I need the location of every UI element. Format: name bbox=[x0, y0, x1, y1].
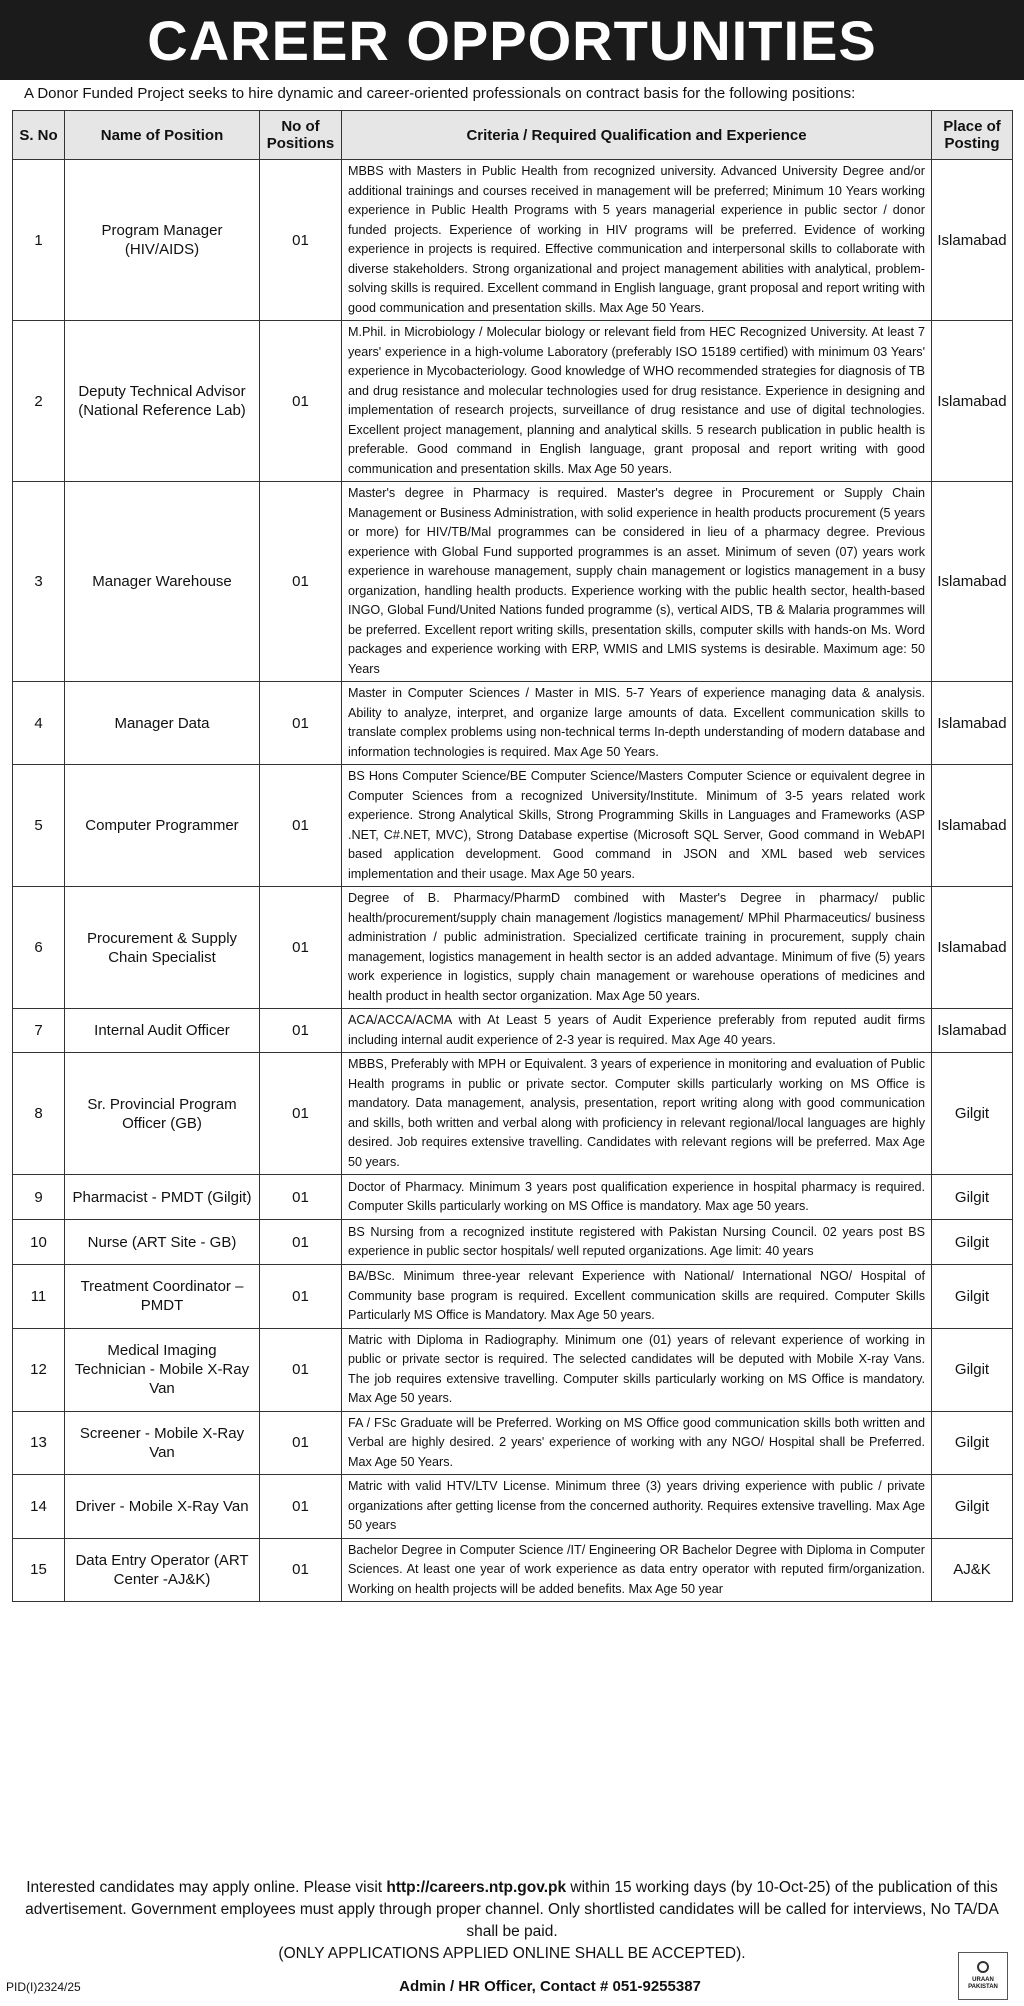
row-criteria: Degree of B. Pharmacy/PharmD combined with Master's Degree in pharmacy/ public health/procurement/supply chain management /logistics management/ MPhil Pharmaceutics/ business administration / public administration. Specialized certificate training in procurement, supply chain management, logistics management in health sector is an added advantage. Minimum of five (5) years work experience in logistics, supply chain management or warehouse operations of medicines and health product in health sector organization. Max Age 50 years. bbox=[342, 887, 932, 1009]
row-position-name: Medical Imaging Technician - Mobile X-Ray Van bbox=[65, 1328, 260, 1411]
row-sno: 5 bbox=[13, 765, 65, 887]
row-criteria: BA/BSc. Minimum three-year relevant Experience with National/ International NGO/ Hospital of Community base program is required. Excellent communication skills are required. Computer Skills Particularly MS Office is Mandatory. Max Age 50 years. bbox=[342, 1265, 932, 1329]
application-instructions bbox=[20, 1877, 1004, 1965]
row-no-of-positions: 01 bbox=[260, 765, 342, 887]
row-sno: 14 bbox=[13, 1475, 65, 1539]
row-criteria: FA / FSc Graduate will be Preferred. Working on MS Office good communication skills both written and Verbal are highly desired. 2 years' experience of working with any NGO/ Hospital shall be Preferred. Max Age 50 Years. bbox=[342, 1411, 932, 1475]
row-position-name: Computer Programmer bbox=[65, 765, 260, 887]
row-criteria: Doctor of Pharmacy. Minimum 3 years post qualification experience in hospital pharmacy is required. Computer Skills particularly working on MS Office is mandatory. Max age 50 years. bbox=[342, 1175, 932, 1220]
row-no-of-positions: 01 bbox=[260, 1411, 342, 1475]
table-row bbox=[13, 682, 1013, 765]
row-no-of-positions: 01 bbox=[260, 160, 342, 321]
logo-text: URAAN PAKISTAN bbox=[968, 1977, 998, 1990]
header-position-name: Name of Position bbox=[65, 111, 260, 160]
row-position-name: Sr. Provincial Program Officer (GB) bbox=[65, 1053, 260, 1175]
row-no-of-positions: 01 bbox=[260, 1220, 342, 1265]
table-row bbox=[13, 321, 1013, 482]
table-row bbox=[13, 887, 1013, 1009]
careers-link[interactable]: http://careers.ntp.gov.pk bbox=[386, 1879, 567, 1896]
row-place-of-posting: Gilgit bbox=[932, 1328, 1013, 1411]
row-position-name: Procurement & Supply Chain Specialist bbox=[65, 887, 260, 1009]
row-no-of-positions: 01 bbox=[260, 1538, 342, 1602]
row-criteria: Bachelor Degree in Computer Science /IT/ Engineering OR Bachelor Degree with Diploma in Computer Sciences. At least one year of work experience as data entry operator with reputed firm/organization. Working on health projects will be added benefits. Max Age 50 year bbox=[342, 1538, 932, 1602]
row-place-of-posting: Islamabad bbox=[932, 482, 1013, 682]
apply-text-prefix: Interested candidates may apply online. Please visit bbox=[26, 1879, 387, 1896]
table-row bbox=[13, 1220, 1013, 1265]
row-sno: 3 bbox=[13, 482, 65, 682]
row-criteria: Matric with Diploma in Radiography. Minimum one (01) years of relevant experience of working in public or private sector is required. The selected candidates will be deputed with Mobile X-ray Vans. The job requires extensive travelling. Computer skills particularly working on MS Office is mandatory. Max Age 50 years. bbox=[342, 1328, 932, 1411]
table-row bbox=[13, 1053, 1013, 1175]
row-criteria: BS Hons Computer Science/BE Computer Science/Masters Computer Science or equivalent degree in Computer Sciences from a recognized University/Institute. Minimum of 3-5 years related work experience. Strong Analytical Skills, Strong Programming Skills in Languages and Frameworks (ASP .NET, C#.NET, MVC), Strong Database expertise (Microsoft SQL Server, Good command in WebAPI based application development. Good command in JSON and XML based web services implementation and their usage. Max Age 50 years. bbox=[342, 765, 932, 887]
header-sno: S. No bbox=[13, 111, 65, 160]
row-sno: 10 bbox=[13, 1220, 65, 1265]
header-criteria: Criteria / Required Qualification and Experience bbox=[342, 111, 932, 160]
row-no-of-positions: 01 bbox=[260, 482, 342, 682]
row-place-of-posting: Gilgit bbox=[932, 1053, 1013, 1175]
row-sno: 15 bbox=[13, 1538, 65, 1602]
page-title: CAREER OPPORTUNITIES bbox=[147, 8, 877, 72]
table-body bbox=[13, 160, 1013, 1602]
row-criteria: Matric with valid HTV/LTV License. Minimum three (3) years driving experience with public / private organizations after getting license from the concerned authority. Requires extensive travelling. Max Age 50 years bbox=[342, 1475, 932, 1539]
pid-number: PID(I)2324/25 bbox=[6, 1980, 81, 1994]
table-row bbox=[13, 1538, 1013, 1602]
table-row bbox=[13, 482, 1013, 682]
row-criteria: Master's degree in Pharmacy is required. Master's degree in Procurement or Supply Chain Management or Business Administration, with solid experience in health products procurement (5 years or more) for HIV/TB/Mal programmes can be considered in lieu of a pharmacy degree. Previous experience with Global Fund supported programmes is an asset. Minimum of seven (07) years work experience in warehouse management, supply chain management or logistics management in a busy organization, handling health products. Experience working with the public health sector, health-based INGO, Global Fund/United Nations funded programme (s), vertical AIDS, TB & Malaria programmes will be preferred. Excellent report writing skills, presentation skills, computer skills with hands-on Ms. Word packages and experience working with ERP, WMIS and LMIS systems is desirable. Maximum age: 50 Years bbox=[342, 482, 932, 682]
row-place-of-posting: Gilgit bbox=[932, 1220, 1013, 1265]
row-place-of-posting: Islamabad bbox=[932, 682, 1013, 765]
row-place-of-posting: Gilgit bbox=[932, 1175, 1013, 1220]
intro-text: A Donor Funded Project seeks to hire dynamic and career-oriented professionals on contract basis for the following positions: bbox=[24, 85, 856, 102]
table-row bbox=[13, 1175, 1013, 1220]
row-place-of-posting: Islamabad bbox=[932, 765, 1013, 887]
row-position-name: Deputy Technical Advisor (National Reference Lab) bbox=[65, 321, 260, 482]
row-sno: 11 bbox=[13, 1265, 65, 1329]
row-no-of-positions: 01 bbox=[260, 1175, 342, 1220]
header-place-of-posting: Place of Posting bbox=[932, 111, 1013, 160]
row-no-of-positions: 01 bbox=[260, 887, 342, 1009]
row-criteria: ACA/ACCA/ACMA with At Least 5 years of Audit Experience preferably from reputed audit firms including internal audit experience of 2-3 year is required. Max Age 40 years. bbox=[342, 1009, 932, 1053]
row-sno: 4 bbox=[13, 682, 65, 765]
table-row bbox=[13, 765, 1013, 887]
row-no-of-positions: 01 bbox=[260, 1053, 342, 1175]
logo-mark-icon bbox=[977, 1961, 989, 1973]
apply-text-suffix: within 15 working days (by 10-Oct-25) of the publication of this advertisement. Government employees must apply through proper channel. Only shortlisted candidates will be called for interviews, No TA/DA shall be paid. bbox=[25, 1879, 999, 1940]
row-position-name: Treatment Coordinator – PMDT bbox=[65, 1265, 260, 1329]
row-sno: 13 bbox=[13, 1411, 65, 1475]
header-no-of-positions: No of Positions bbox=[260, 111, 342, 160]
table-row bbox=[13, 1009, 1013, 1053]
row-place-of-posting: Islamabad bbox=[932, 321, 1013, 482]
row-no-of-positions: 01 bbox=[260, 1265, 342, 1329]
row-place-of-posting: Gilgit bbox=[932, 1475, 1013, 1539]
row-place-of-posting: Gilgit bbox=[932, 1411, 1013, 1475]
row-position-name: Nurse (ART Site - GB) bbox=[65, 1220, 260, 1265]
row-sno: 1 bbox=[13, 160, 65, 321]
online-only-note: (ONLY APPLICATIONS APPLIED ONLINE SHALL BE ACCEPTED). bbox=[278, 1945, 746, 1962]
row-place-of-posting: Islamabad bbox=[932, 887, 1013, 1009]
row-sno: 2 bbox=[13, 321, 65, 482]
table-header-row bbox=[13, 111, 1013, 160]
row-sno: 9 bbox=[13, 1175, 65, 1220]
uraan-pakistan-logo bbox=[958, 1952, 1008, 2000]
row-criteria: Master in Computer Sciences / Master in MIS. 5-7 Years of experience managing data & analysis. Ability to analyze, interpret, and organize large amounts of data. Excellent communication skills to translate complex problems using non-technical terms In-depth understanding of modern database and information technologies is required. Max Age 50 Years. bbox=[342, 682, 932, 765]
contact-line: Admin / HR Officer, Contact # 051-9255387 bbox=[399, 1978, 701, 1995]
row-sno: 12 bbox=[13, 1328, 65, 1411]
positions-table bbox=[12, 110, 1013, 1602]
row-position-name: Screener - Mobile X-Ray Van bbox=[65, 1411, 260, 1475]
row-position-name: Manager Data bbox=[65, 682, 260, 765]
row-place-of-posting: Islamabad bbox=[932, 1009, 1013, 1053]
row-no-of-positions: 01 bbox=[260, 682, 342, 765]
table-row bbox=[13, 1411, 1013, 1475]
row-no-of-positions: 01 bbox=[260, 1009, 342, 1053]
row-place-of-posting: Gilgit bbox=[932, 1265, 1013, 1329]
row-place-of-posting: Islamabad bbox=[932, 160, 1013, 321]
row-position-name: Driver - Mobile X-Ray Van bbox=[65, 1475, 260, 1539]
row-sno: 6 bbox=[13, 887, 65, 1009]
table-row bbox=[13, 1265, 1013, 1329]
row-position-name: Program Manager (HIV/AIDS) bbox=[65, 160, 260, 321]
table-row bbox=[13, 1328, 1013, 1411]
row-position-name: Manager Warehouse bbox=[65, 482, 260, 682]
row-place-of-posting: AJ&K bbox=[932, 1538, 1013, 1602]
row-position-name: Internal Audit Officer bbox=[65, 1009, 260, 1053]
row-criteria: MBBS with Masters in Public Health from recognized university. Advanced University Degree and/or additional trainings and courses received in management will be preferred; Minimum 10 Years working experience in Public Health Programs with 5 years managerial experience in public sector / donor funded projects. Experience of working in HIV programs will be preferred. Evidence of working experience in projects is required. Effective communication and interpersonal skills to collaborate with diverse stakeholders. Strong organizational and project management abilities with analytical, problem-solving skills is required. Excellent command in English language, grant proposal and report writing with good communication and presentation skills. Max Age 50 Years. bbox=[342, 160, 932, 321]
row-criteria: BS Nursing from a recognized institute registered with Pakistan Nursing Council. 02 years post BS experience in public sector hospitals/ well reputed organizations. Age limit: 40 years bbox=[342, 1220, 932, 1265]
row-criteria: MBBS, Preferably with MPH or Equivalent. 3 years of experience in monitoring and evaluation of Public Health programs in public or private sector. Computer skills particularly working on MS Office is mandatory. Data management, analysis, presentation, report writing along with good communication and skills, both written and verbal along with proficiency in relevant regional/local languages are highly desired. Job requires extensive travelling. Candidates with relevant regions will be preferred. Max Age 50 years. bbox=[342, 1053, 932, 1175]
row-position-name: Pharmacist - PMDT (Gilgit) bbox=[65, 1175, 260, 1220]
row-sno: 7 bbox=[13, 1009, 65, 1053]
row-no-of-positions: 01 bbox=[260, 321, 342, 482]
row-no-of-positions: 01 bbox=[260, 1328, 342, 1411]
title-banner bbox=[0, 0, 1024, 80]
row-sno: 8 bbox=[13, 1053, 65, 1175]
row-criteria: M.Phil. in Microbiology / Molecular biology or relevant field from HEC Recognized University. At least 7 years' experience in a high-volume Laboratory (preferably ISO 15189 certified) with minimum 03 Years' experience in Mycobacteriology. Good knowledge of WHO recommended strategies for diagnosis of TB and drug resistance and molecular technologies used for drug resistance. Experience in designing and implementation of research projects, surveillance of drug resistance and use of digital technologies. Excellent project management, planning and analytical skills. 5 research publication in public health is preferable. Good command in English language, grant proposal and report writing with good communication and presentation skills. Max Age 50 years. bbox=[342, 321, 932, 482]
table-row bbox=[13, 160, 1013, 321]
row-no-of-positions: 01 bbox=[260, 1475, 342, 1539]
row-position-name: Data Entry Operator (ART Center -AJ&K) bbox=[65, 1538, 260, 1602]
table-row bbox=[13, 1475, 1013, 1539]
